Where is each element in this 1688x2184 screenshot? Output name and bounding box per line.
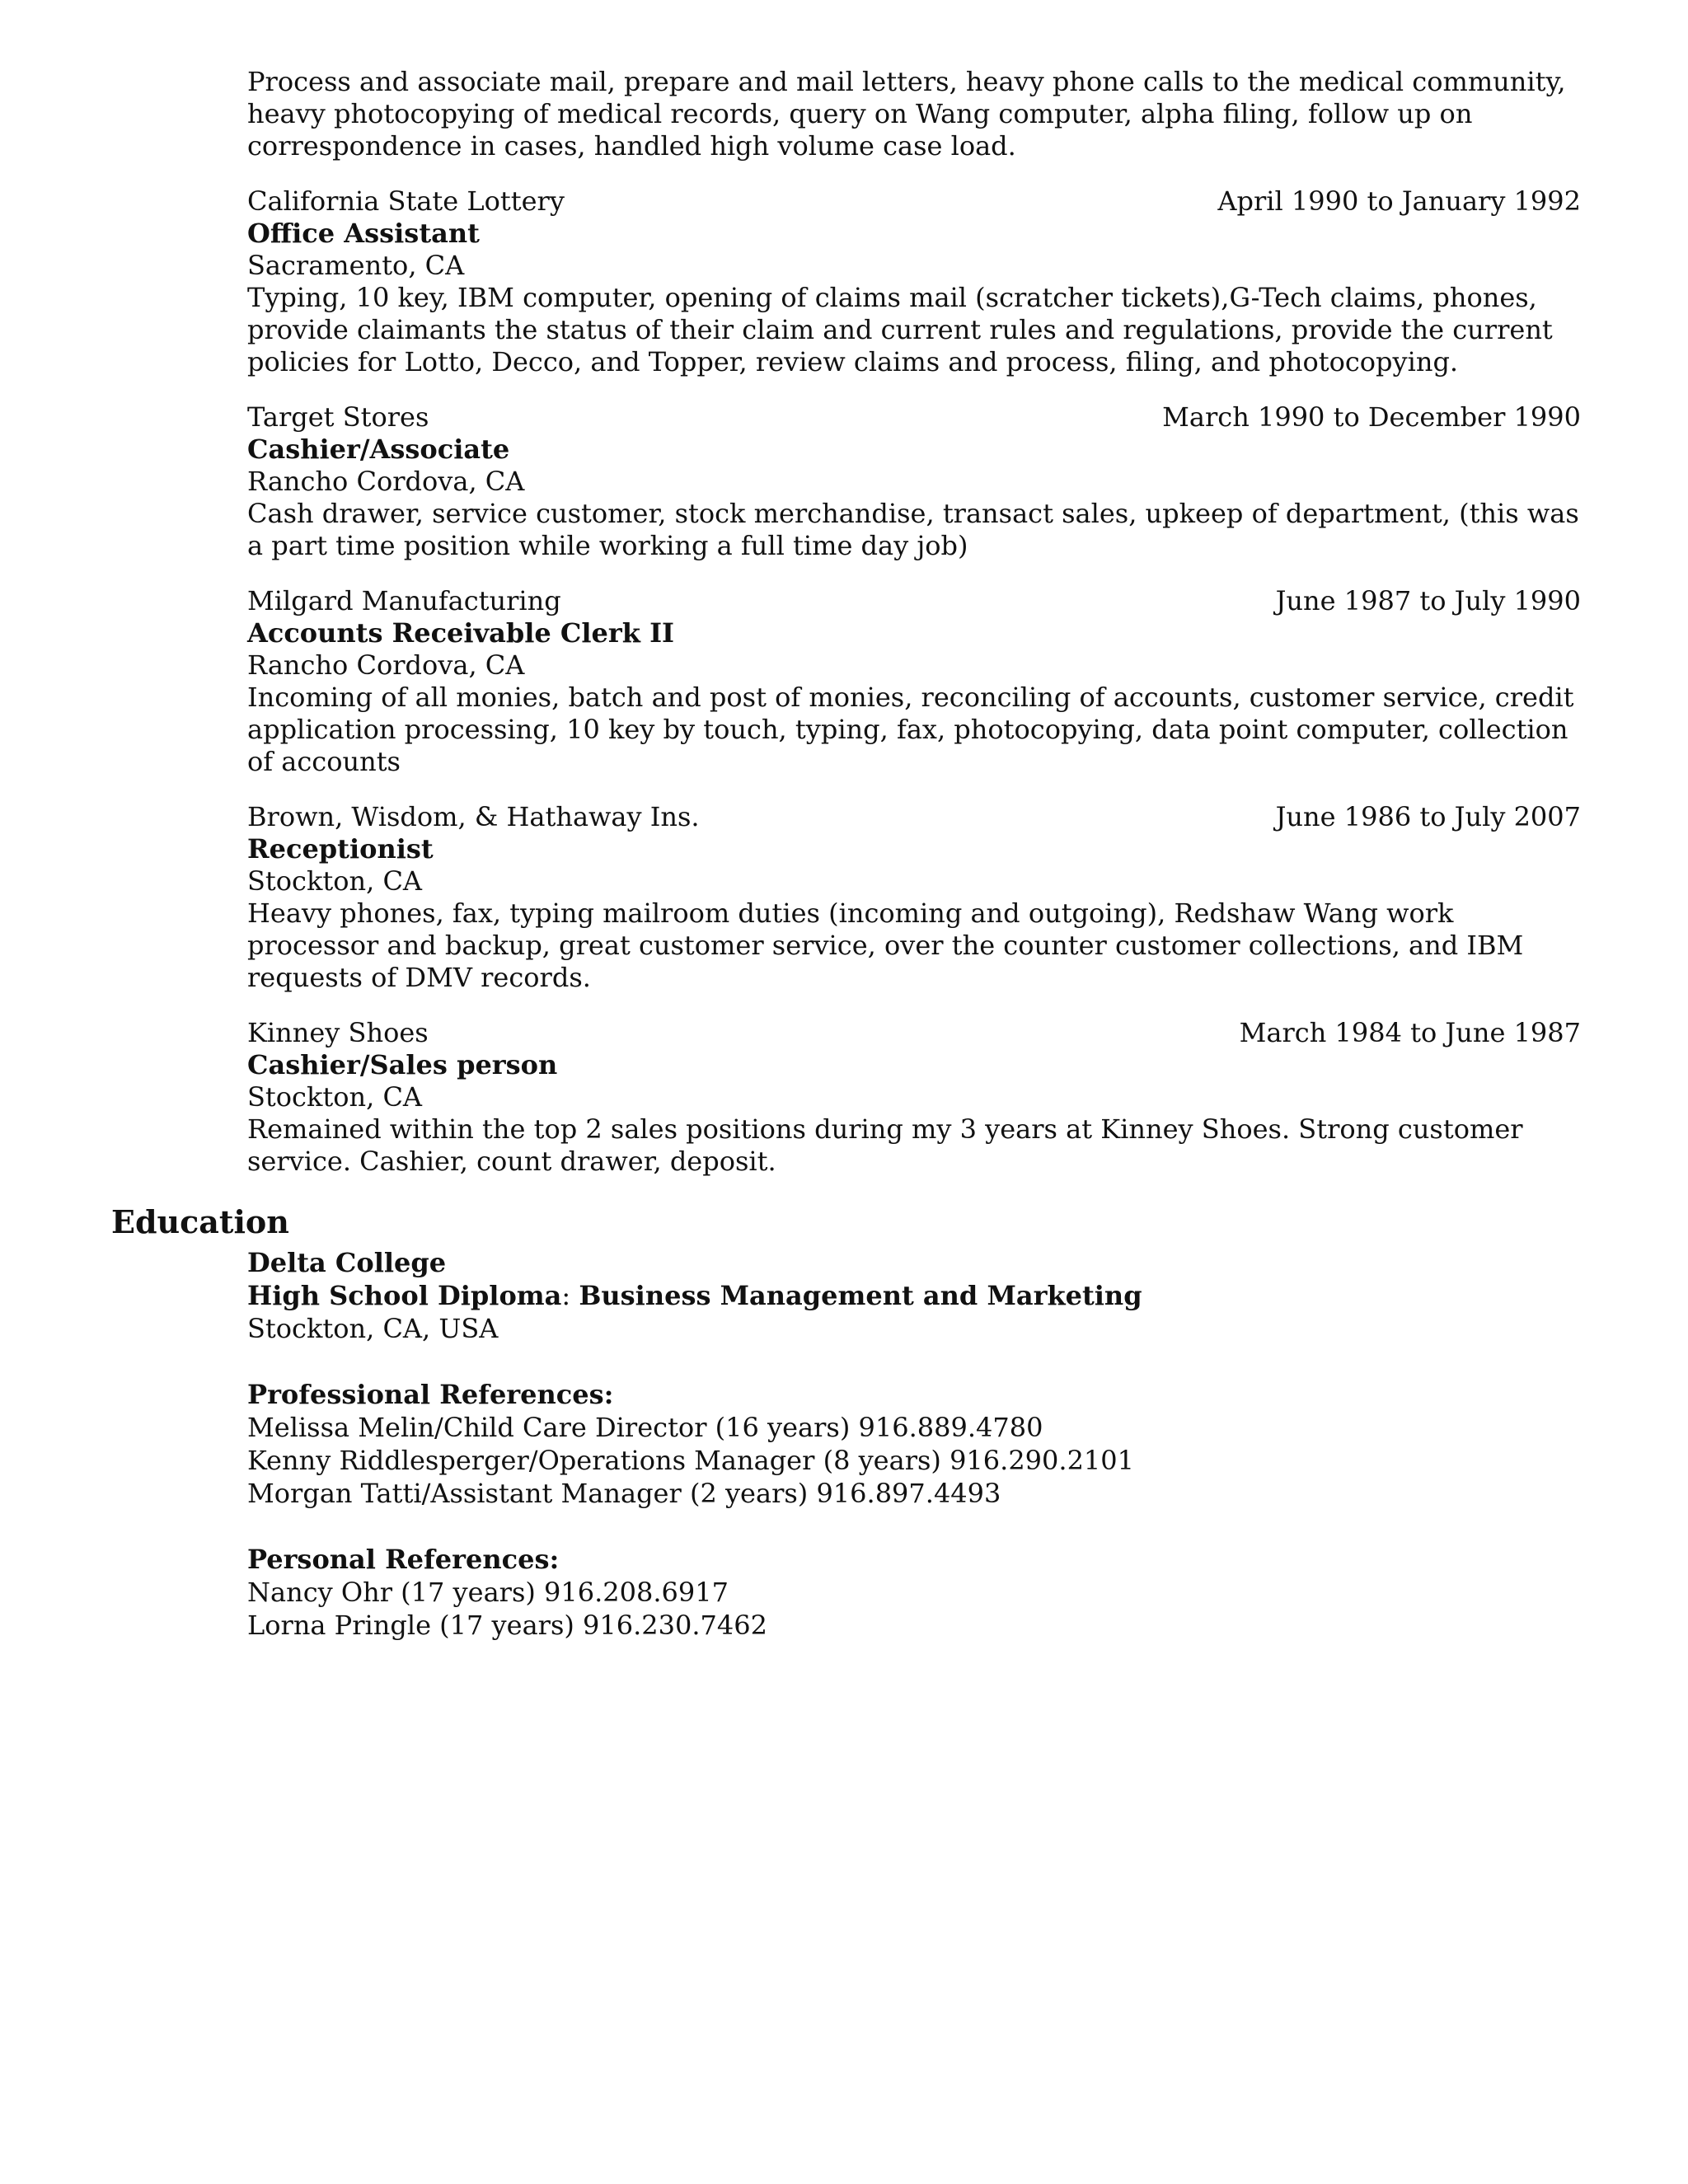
job-entry xyxy=(247,801,1581,994)
job-header xyxy=(247,585,1581,617)
job-employer: California State Lottery xyxy=(247,185,565,217)
job-dates: June 1987 to July 1990 xyxy=(1275,585,1581,616)
job-employer: Milgard Manufacturing xyxy=(247,585,561,616)
job-location: Rancho Cordova, CA xyxy=(247,466,525,497)
degree-field: Business Management and Marketing xyxy=(579,1280,1142,1311)
education-section xyxy=(247,1246,1581,1642)
job-title: Cashier/Associate xyxy=(247,434,510,465)
reference-item: Lorna Pringle (17 years) 916.230.7462 xyxy=(247,1610,767,1641)
job-location: Rancho Cordova, CA xyxy=(247,649,525,681)
education-heading: Education xyxy=(111,1203,289,1240)
reference-item: Kenny Riddlesperger/Operations Manager (8 years) 916.290.2101 xyxy=(247,1445,1134,1476)
education-degree xyxy=(247,1279,1581,1312)
work-experience-continued xyxy=(247,66,1581,1178)
job-title: Receptionist xyxy=(247,833,434,865)
job-location: Stockton, CA xyxy=(247,865,423,897)
reference-item: Melissa Melin/Child Care Director (16 years) 916.889.4780 xyxy=(247,1412,1043,1443)
job-location: Stockton, CA xyxy=(247,1081,423,1113)
job-dates: April 1990 to January 1992 xyxy=(1217,185,1581,217)
job-dates: June 1986 to July 2007 xyxy=(1275,801,1581,832)
job-header xyxy=(247,185,1581,218)
job-description: Heavy phones, fax, typing mailroom duties (incoming and outgoing), Redshaw Wang work processor and backup, great customer service, over the counter customer collections, and IBM requests of DMV records. xyxy=(247,898,1524,993)
job-dates: March 1990 to December 1990 xyxy=(1162,401,1581,433)
job-description: Incoming of all monies, batch and post of monies, reconciling of accounts, customer service, credit application processing, 10 key by touch, typing, fax, photocopying, data point computer, collection of accounts xyxy=(247,682,1574,777)
job-header xyxy=(247,801,1581,833)
education-location: Stockton, CA, USA xyxy=(247,1313,499,1344)
job-title: Office Assistant xyxy=(247,218,480,249)
job-description: Cash drawer, service customer, stock merchandise, transact sales, upkeep of department, (this was a part time position while working a full time day job) xyxy=(247,498,1579,561)
personal-references-heading: Personal References: xyxy=(247,1544,560,1575)
job-employer: Target Stores xyxy=(247,401,429,433)
intro-description: Process and associate mail, prepare and mail letters, heavy phone calls to the medical community, heavy photocopying of medical records, query on Wang computer, alpha filing, follow up on correspondence in cases, handled high volume case load. xyxy=(247,66,1566,162)
degree-separator: : xyxy=(561,1280,579,1311)
job-entry xyxy=(247,185,1581,378)
job-location: Sacramento, CA xyxy=(247,250,465,281)
reference-item: Nancy Ohr (17 years) 916.208.6917 xyxy=(247,1577,729,1608)
job-entry xyxy=(247,585,1581,778)
job-dates: March 1984 to June 1987 xyxy=(1239,1017,1581,1048)
reference-item: Morgan Tatti/Assistant Manager (2 years) 916.897.4493 xyxy=(247,1478,1001,1509)
job-description: Remained within the top 2 sales positions during my 3 years at Kinney Shoes. Strong customer service. Cashier, count drawer, deposit. xyxy=(247,1113,1523,1177)
job-header xyxy=(247,1017,1581,1049)
job-title: Cashier/Sales person xyxy=(247,1049,558,1080)
job-description: Typing, 10 key, IBM computer, opening of claims mail (scratcher tickets),G-Tech claims, phones, provide claimants the status of their claim and current rules and regulations, provide the current policies for Lotto, Decco, and Topper, review claims and process, filing, and photocopying. xyxy=(247,282,1553,377)
job-employer: Brown, Wisdom, & Hathaway Ins. xyxy=(247,801,700,832)
job-entry xyxy=(247,1017,1581,1178)
job-title: Accounts Receivable Clerk II xyxy=(247,617,675,649)
education-school: Delta College xyxy=(247,1247,447,1278)
degree-label: High School Diploma xyxy=(247,1280,562,1311)
job-entry xyxy=(247,401,1581,562)
job-employer: Kinney Shoes xyxy=(247,1017,429,1048)
job-header xyxy=(247,401,1581,434)
professional-references-heading: Professional References: xyxy=(247,1379,614,1410)
